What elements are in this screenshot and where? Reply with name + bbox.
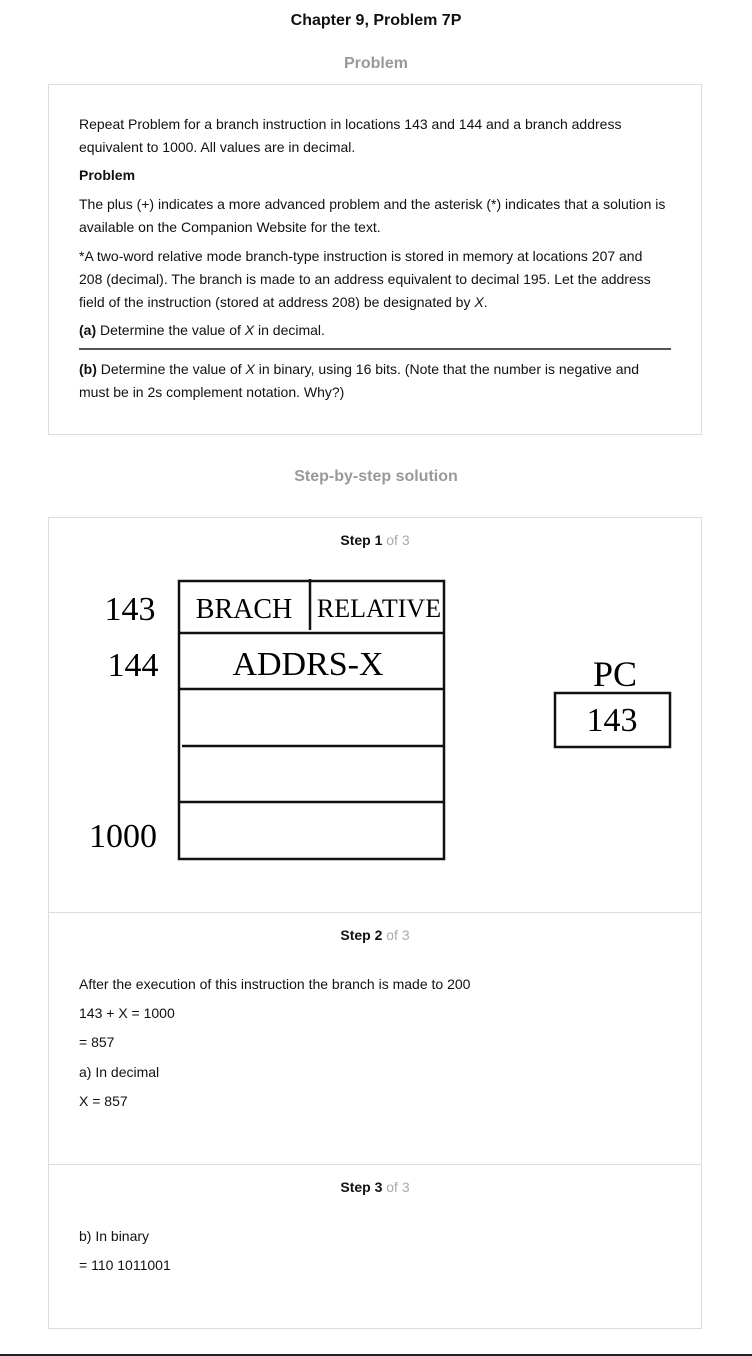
- step-2-title: Step 2: [340, 927, 383, 943]
- problem-part-b: [79, 358, 669, 404]
- page-title: Chapter 9, Problem 7P: [290, 12, 462, 29]
- para2-text: *A two-word relative mode branch-type instruction is stored in memory at locations 207 and 208 (decimal). The branch is made to an address equivalent to decimal 195. Let the address field of the instruction (stored at address 208) be designated by: [79, 248, 651, 310]
- para2-variable: X: [474, 294, 484, 310]
- opcode-cell: BRACH: [195, 594, 293, 625]
- step-2-line: a) In decimal: [79, 1064, 160, 1080]
- step-3-title: Step 3: [340, 1179, 383, 1195]
- step-3-label: [49, 1179, 701, 1195]
- part-a-label: (a): [79, 322, 97, 338]
- step-1-label: [49, 532, 701, 548]
- step-2-line: 143 + X = 1000: [79, 1005, 175, 1021]
- step-2-label: [49, 927, 701, 943]
- step-2-line: After the execution of this instruction the branch is made to 200: [79, 976, 471, 992]
- part-b-pre: Determine the value of: [96, 361, 246, 377]
- part-a-pre: Determine the value of: [96, 322, 245, 338]
- problem-intro: Repeat Problem for a branch instruction in locations 143 and 144 and a branch address equivalent to 1000. All values are in decimal.: [79, 116, 622, 155]
- address-144: 144: [107, 647, 159, 684]
- problem-sub-heading: Problem: [79, 167, 136, 183]
- para2-end: .: [483, 294, 488, 310]
- step-separator: [49, 912, 701, 913]
- step-3-line: b) In binary: [79, 1228, 150, 1244]
- problem-paragraph-2: [79, 245, 669, 314]
- step-3-line: = 110 1011001: [79, 1257, 171, 1273]
- memory-diagram: [49, 568, 701, 868]
- pc-label: PC: [592, 654, 638, 694]
- address-1000: 1000: [89, 818, 157, 855]
- part-b-post: in binary, using 16 bits. (Note that the number is negative and must be in 2s complement notation. Why?): [79, 361, 640, 400]
- mode-cell: RELATIVE: [316, 594, 442, 623]
- address-143: 143: [104, 591, 156, 628]
- problem-heading: Problem: [343, 55, 408, 72]
- step-2-of: of 3: [386, 927, 410, 943]
- step-2-line: = 857: [79, 1034, 115, 1050]
- part-b-variable: X: [245, 361, 255, 377]
- step-3-of: of 3: [386, 1179, 410, 1195]
- solution-heading: Step-by-step solution: [294, 468, 458, 485]
- step-1-of: of 3: [386, 532, 410, 548]
- step-2-line: X = 857: [79, 1093, 128, 1109]
- problem-paragraph-1: The plus (+) indicates a more advanced problem and the asterisk (*) indicates that a solution is available on the Companion Website for the text.: [79, 196, 666, 235]
- part-a-variable: X: [244, 322, 255, 338]
- step-1-title: Step 1: [340, 532, 383, 548]
- problem-part-a: [79, 319, 669, 342]
- pc-value: 143: [586, 702, 638, 739]
- problem-card: [48, 84, 702, 435]
- step-separator: [49, 1164, 701, 1165]
- part-a-post: in decimal.: [254, 322, 325, 338]
- divider: [79, 348, 671, 350]
- address-field-cell: ADDRS-X: [232, 646, 384, 683]
- solution-card: [48, 517, 702, 1329]
- part-b-label: (b): [79, 361, 97, 377]
